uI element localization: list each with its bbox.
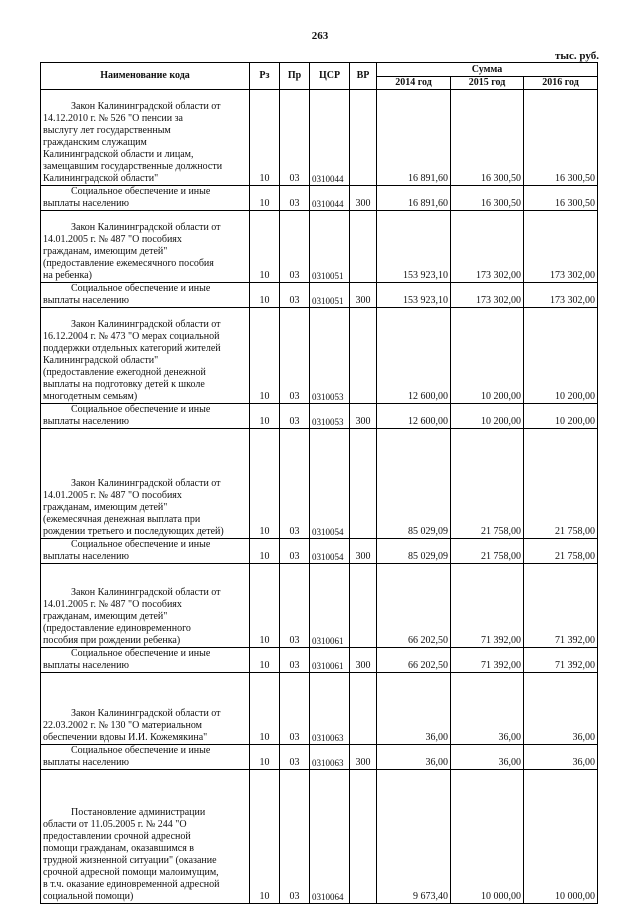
table-row bbox=[41, 404, 598, 429]
row-2016: 10 000,00 bbox=[524, 770, 598, 904]
row-vr bbox=[350, 429, 377, 539]
header-sum: Сумма bbox=[377, 63, 598, 77]
row-name-line: Закон Калининградской области от bbox=[71, 222, 221, 233]
row-name-line: выплаты населению bbox=[43, 416, 129, 427]
row-2015: 10 200,00 bbox=[451, 404, 524, 429]
row-2015: 173 302,00 bbox=[451, 211, 524, 283]
row-name-line: гражданским служащим bbox=[43, 137, 147, 148]
header-2016: 2016 год bbox=[524, 77, 598, 90]
header-rz: Рз bbox=[250, 63, 280, 90]
table-body bbox=[41, 90, 598, 904]
row-2015: 16 300,50 bbox=[451, 186, 524, 211]
row-2014: 85 029,09 bbox=[377, 539, 451, 564]
row-name bbox=[41, 564, 250, 648]
row-pr: 03 bbox=[280, 283, 310, 308]
table-row bbox=[41, 564, 598, 648]
row-csr: 0310053 bbox=[310, 404, 350, 429]
row-name-line: срочной адресной помощи малоимущим, bbox=[43, 867, 219, 878]
row-name-line: Калининградской области" bbox=[43, 173, 159, 184]
row-rz: 10 bbox=[250, 211, 280, 283]
row-rz: 10 bbox=[250, 673, 280, 745]
row-2015: 36,00 bbox=[451, 745, 524, 770]
table-row bbox=[41, 308, 598, 404]
row-2014: 66 202,50 bbox=[377, 648, 451, 673]
row-rz: 10 bbox=[250, 745, 280, 770]
row-2015: 21 758,00 bbox=[451, 429, 524, 539]
row-name-line: помощи гражданам, оказавшимся в bbox=[43, 843, 195, 854]
row-name-line: 14.12.2010 г. № 526 "О пенсии за bbox=[43, 113, 183, 124]
row-name-line: трудной жизненной ситуации" (оказание bbox=[43, 855, 217, 866]
row-vr: 300 bbox=[350, 283, 377, 308]
row-2016: 21 758,00 bbox=[524, 429, 598, 539]
row-csr: 0310051 bbox=[310, 283, 350, 308]
row-name-line: выплаты населению bbox=[43, 295, 129, 306]
row-2016: 10 200,00 bbox=[524, 404, 598, 429]
row-csr: 0310054 bbox=[310, 429, 350, 539]
row-pr: 03 bbox=[280, 745, 310, 770]
header-name: Наименование кода bbox=[41, 63, 250, 90]
row-name bbox=[41, 673, 250, 745]
row-pr: 03 bbox=[280, 404, 310, 429]
table-row bbox=[41, 770, 598, 904]
row-name bbox=[41, 648, 250, 673]
row-vr bbox=[350, 770, 377, 904]
row-name-line: Социальное обеспечение и иные bbox=[71, 648, 211, 659]
row-name-line: гражданам, имеющим детей" bbox=[43, 246, 168, 257]
row-name bbox=[41, 745, 250, 770]
row-2016: 10 200,00 bbox=[524, 308, 598, 404]
row-2014: 85 029,09 bbox=[377, 429, 451, 539]
row-name bbox=[41, 404, 250, 429]
row-2014: 153 923,10 bbox=[377, 211, 451, 283]
row-rz: 10 bbox=[250, 404, 280, 429]
row-vr bbox=[350, 90, 377, 186]
row-name-line: Закон Калининградской области от bbox=[71, 101, 221, 112]
row-rz: 10 bbox=[250, 539, 280, 564]
row-vr: 300 bbox=[350, 648, 377, 673]
row-2015: 36,00 bbox=[451, 673, 524, 745]
row-name-line: поддержки отдельных категорий жителей bbox=[43, 343, 221, 354]
table-row bbox=[41, 673, 598, 745]
row-pr: 03 bbox=[280, 539, 310, 564]
row-name bbox=[41, 539, 250, 564]
row-name-line: Закон Калининградской области от bbox=[71, 319, 221, 330]
row-name-line: (предоставление ежемесячного пособия bbox=[43, 258, 214, 269]
row-name-line: в т.ч. оказание единовременной адресной bbox=[43, 879, 220, 890]
row-rz: 10 bbox=[250, 770, 280, 904]
row-2016: 21 758,00 bbox=[524, 539, 598, 564]
row-name-line: Социальное обеспечение и иные bbox=[71, 539, 211, 550]
row-name bbox=[41, 90, 250, 186]
row-2015: 71 392,00 bbox=[451, 648, 524, 673]
row-name-line: выплаты населению bbox=[43, 660, 129, 671]
row-2014: 16 891,60 bbox=[377, 186, 451, 211]
row-2015: 173 302,00 bbox=[451, 283, 524, 308]
row-csr: 0310061 bbox=[310, 564, 350, 648]
row-name-line: выслугу лет государственным bbox=[43, 125, 171, 136]
row-name-line: выплаты на подготовку детей к школе bbox=[43, 379, 205, 390]
table-row bbox=[41, 648, 598, 673]
table-row bbox=[41, 211, 598, 283]
row-name-line: (предоставление ежегодной денежной bbox=[43, 367, 206, 378]
row-name-line: Социальное обеспечение и иные bbox=[71, 283, 211, 294]
row-2016: 36,00 bbox=[524, 673, 598, 745]
row-vr: 300 bbox=[350, 404, 377, 429]
row-2014: 66 202,50 bbox=[377, 564, 451, 648]
row-csr: 0310063 bbox=[310, 673, 350, 745]
row-name-line: 14.01.2005 г. № 487 "О пособиях bbox=[43, 490, 182, 501]
row-2016: 71 392,00 bbox=[524, 648, 598, 673]
row-rz: 10 bbox=[250, 308, 280, 404]
row-name bbox=[41, 211, 250, 283]
row-2016: 36,00 bbox=[524, 745, 598, 770]
row-2016: 173 302,00 bbox=[524, 283, 598, 308]
row-name bbox=[41, 770, 250, 904]
row-name bbox=[41, 308, 250, 404]
page-number: 263 bbox=[311, 30, 329, 42]
row-name-line: 14.01.2005 г. № 487 "О пособиях bbox=[43, 599, 182, 610]
row-rz: 10 bbox=[250, 564, 280, 648]
row-name-line: выплаты населению bbox=[43, 757, 129, 768]
row-vr: 300 bbox=[350, 539, 377, 564]
row-pr: 03 bbox=[280, 648, 310, 673]
row-2016: 173 302,00 bbox=[524, 211, 598, 283]
row-name-line: социальной помощи) bbox=[43, 891, 134, 902]
row-csr: 0310051 bbox=[310, 211, 350, 283]
row-csr: 0310054 bbox=[310, 539, 350, 564]
row-2014: 12 600,00 bbox=[377, 308, 451, 404]
header-2014: 2014 год bbox=[377, 77, 451, 90]
row-pr: 03 bbox=[280, 308, 310, 404]
row-2015: 21 758,00 bbox=[451, 539, 524, 564]
row-name-line: Закон Калининградской области от bbox=[71, 587, 221, 598]
header-vr: ВР bbox=[350, 63, 377, 90]
row-name-line: Калининградской области" bbox=[43, 355, 159, 366]
row-name-line: (ежемесячная денежная выплата при bbox=[43, 514, 201, 525]
row-name-line: (предоставление единовременного bbox=[43, 623, 191, 634]
row-vr bbox=[350, 564, 377, 648]
row-name-line: пособия при рождении ребенка) bbox=[43, 635, 181, 646]
row-name-line: гражданам, имеющим детей" bbox=[43, 611, 168, 622]
row-name-line: выплаты населению bbox=[43, 551, 129, 562]
table-row bbox=[41, 283, 598, 308]
table-row bbox=[41, 429, 598, 539]
row-name bbox=[41, 186, 250, 211]
units-label: тыс. руб. bbox=[555, 50, 599, 62]
row-2016: 71 392,00 bbox=[524, 564, 598, 648]
row-csr: 0310044 bbox=[310, 186, 350, 211]
row-name-line: Закон Калининградской области от bbox=[71, 708, 221, 719]
row-pr: 03 bbox=[280, 186, 310, 211]
row-csr: 0310063 bbox=[310, 745, 350, 770]
row-2014: 9 673,40 bbox=[377, 770, 451, 904]
row-rz: 10 bbox=[250, 186, 280, 211]
row-name bbox=[41, 429, 250, 539]
row-csr: 0310061 bbox=[310, 648, 350, 673]
row-2014: 36,00 bbox=[377, 745, 451, 770]
row-name-line: 16.12.2004 г. № 473 "О мерах социальной bbox=[43, 331, 220, 342]
row-2015: 10 000,00 bbox=[451, 770, 524, 904]
row-name-line: обеспечении вдовы И.И. Кожемякина" bbox=[43, 732, 208, 743]
row-name-line: замещавшим государственные должности bbox=[43, 161, 223, 172]
row-rz: 10 bbox=[250, 283, 280, 308]
row-2015: 71 392,00 bbox=[451, 564, 524, 648]
row-rz: 10 bbox=[250, 648, 280, 673]
row-name-line: рождении третьего и последующих детей) bbox=[43, 526, 224, 537]
row-name-line: 14.01.2005 г. № 487 "О пособиях bbox=[43, 234, 182, 245]
table-row bbox=[41, 90, 598, 186]
header-csr: ЦСР bbox=[310, 63, 350, 90]
table-row bbox=[41, 539, 598, 564]
table-row bbox=[41, 186, 598, 211]
row-2014: 36,00 bbox=[377, 673, 451, 745]
row-pr: 03 bbox=[280, 211, 310, 283]
header-pr: Пр bbox=[280, 63, 310, 90]
row-pr: 03 bbox=[280, 564, 310, 648]
row-pr: 03 bbox=[280, 90, 310, 186]
row-rz: 10 bbox=[250, 429, 280, 539]
row-name-line: Социальное обеспечение и иные bbox=[71, 745, 211, 756]
row-name bbox=[41, 283, 250, 308]
row-2014: 153 923,10 bbox=[377, 283, 451, 308]
row-2015: 16 300,50 bbox=[451, 90, 524, 186]
row-pr: 03 bbox=[280, 429, 310, 539]
row-csr: 0310053 bbox=[310, 308, 350, 404]
row-vr bbox=[350, 308, 377, 404]
budget-table bbox=[40, 62, 598, 904]
row-2014: 16 891,60 bbox=[377, 90, 451, 186]
row-vr: 300 bbox=[350, 745, 377, 770]
row-name-line: на ребенка) bbox=[43, 270, 92, 281]
row-vr bbox=[350, 211, 377, 283]
row-name-line: Социальное обеспечение и иные bbox=[71, 186, 211, 197]
row-name-line: Закон Калининградской области от bbox=[71, 478, 221, 489]
row-pr: 03 bbox=[280, 673, 310, 745]
row-name-line: 22.03.2002 г. № 130 "О материальном bbox=[43, 720, 202, 731]
row-name-line: предоставлении срочной адресной bbox=[43, 831, 191, 842]
row-pr: 03 bbox=[280, 770, 310, 904]
row-csr: 0310064 bbox=[310, 770, 350, 904]
row-name-line: выплаты населению bbox=[43, 198, 129, 209]
row-2016: 16 300,50 bbox=[524, 186, 598, 211]
header-2015: 2015 год bbox=[451, 77, 524, 90]
row-2014: 12 600,00 bbox=[377, 404, 451, 429]
row-2015: 10 200,00 bbox=[451, 308, 524, 404]
row-csr: 0310044 bbox=[310, 90, 350, 186]
row-name-line: Постановление администрации bbox=[71, 807, 206, 818]
row-vr bbox=[350, 673, 377, 745]
row-name-line: гражданам, имеющим детей" bbox=[43, 502, 168, 513]
row-vr: 300 bbox=[350, 186, 377, 211]
row-name-line: Социальное обеспечение и иные bbox=[71, 404, 211, 415]
row-2016: 16 300,50 bbox=[524, 90, 598, 186]
row-name-line: многодетным семьям) bbox=[43, 391, 138, 402]
row-rz: 10 bbox=[250, 90, 280, 186]
row-name-line: области от 11.05.2005 г. № 244 "О bbox=[43, 819, 187, 830]
row-name-line: Калининградской области и лицам, bbox=[43, 149, 194, 160]
table-row bbox=[41, 745, 598, 770]
